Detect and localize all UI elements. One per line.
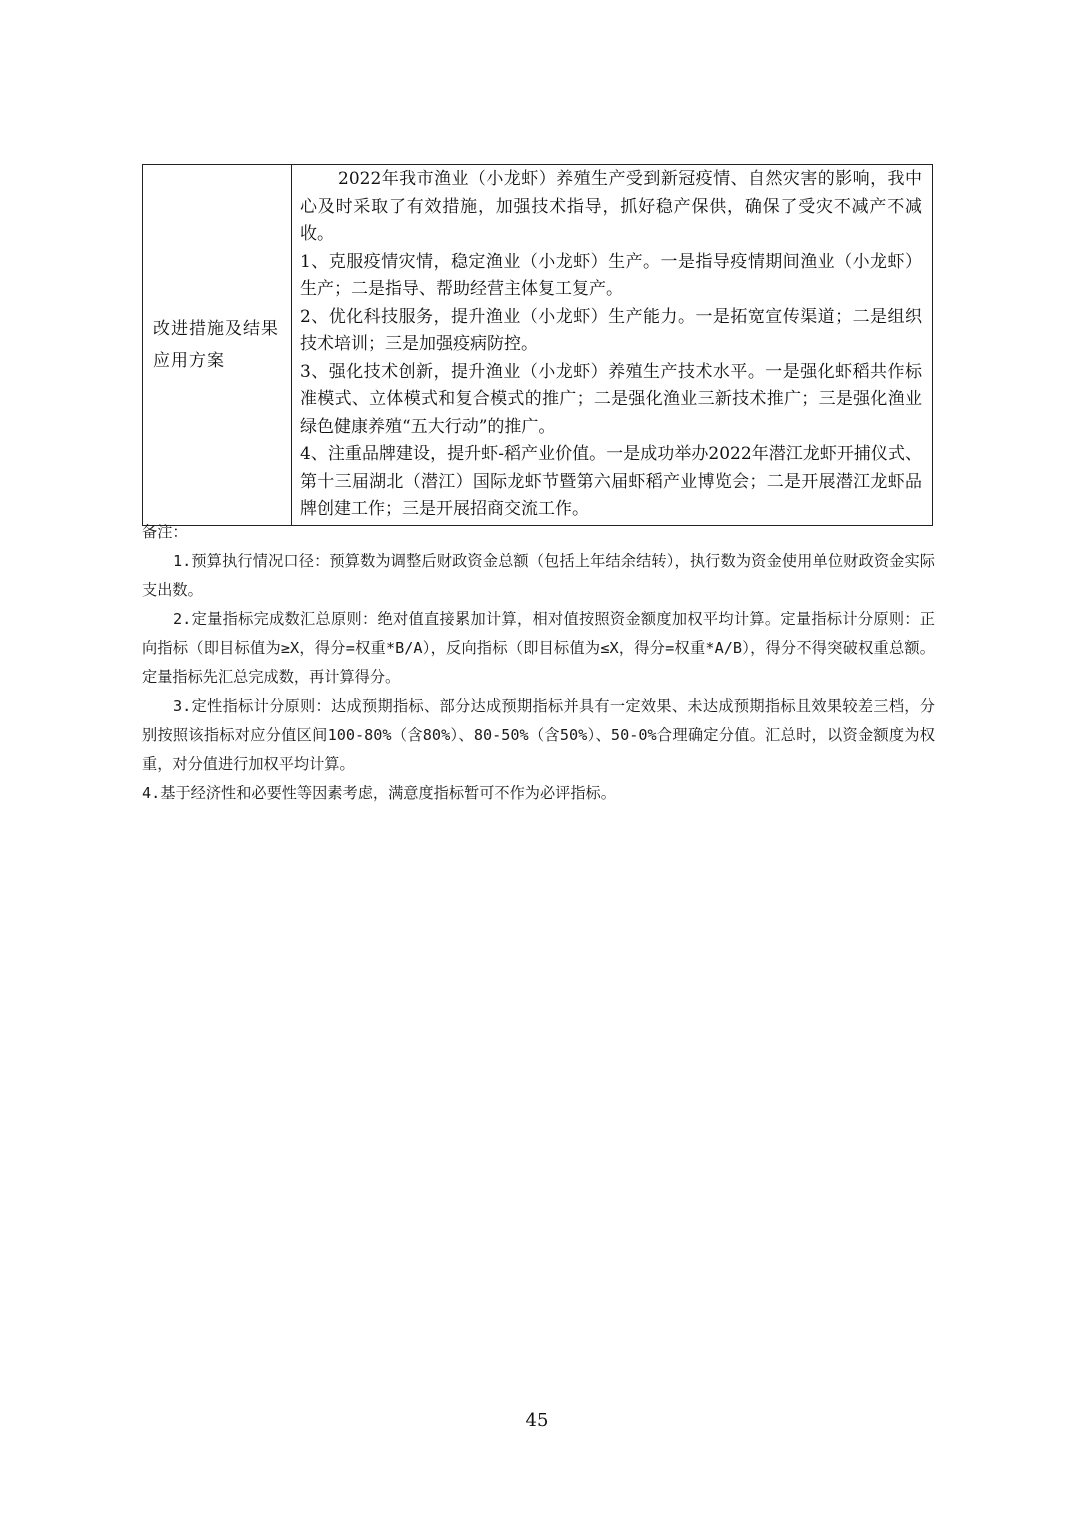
- measure-paragraph-2: 2、优化科技服务，提升渔业（小龙虾）生产能力。一是拓宽宣传渠道；二是组织技术培训；三是加强疫病防控。: [300, 306, 922, 354]
- row-label: 改进措施及结果应用方案: [153, 318, 279, 371]
- note-item-4: 4.基于经济性和必要性等因素考虑，满意度指标暂可不作为必评指标。: [142, 784, 616, 802]
- row-label-cell: [143, 165, 292, 526]
- measure-paragraph-1: 1、克服疫情灾情，稳定渔业（小龙虾）生产。一是指导疫情期间渔业（小龙虾）生产；二是指导、帮助经营主体复工复产。: [300, 251, 922, 299]
- note-item-3: 3.定性指标计分原则：达成预期指标、部分达成预期指标并具有一定效果、未达成预期指标且效果较差三档，分别按照该指标对应分值区间100-80%（含80%）、80-50%（含50%）、50-0%合理确定分值。汇总时，以资金额度为权重，对分值进行加权平均计算。: [142, 697, 935, 773]
- notes-section: [142, 518, 935, 808]
- improvement-measures-table: [142, 164, 933, 526]
- notes-heading: 备注：: [142, 523, 188, 541]
- note-item-1: 1.预算执行情况口径：预算数为调整后财政资金总额（包括上年结余结转），执行数为资金使用单位财政资金实际支出数。: [142, 552, 935, 599]
- note-item-2: 2.定量指标完成数汇总原则：绝对值直接累加计算，相对值按照资金额度加权平均计算。定量指标计分原则：正向指标（即目标值为≥X，得分=权重*B/A），反向指标（即目标值为≤X，得分=权重*A/B），得分不得突破权重总额。定量指标先汇总完成数，再计算得分。: [142, 610, 935, 686]
- row-content-cell: [292, 165, 933, 526]
- page-number: 45: [525, 1410, 549, 1431]
- intro-paragraph: 2022年我市渔业（小龙虾）养殖生产受到新冠疫情、自然灾害的影响，我中心及时采取了有效措施，加强技术指导，抓好稳产保供，确保了受灾不减产不减收。: [300, 169, 922, 244]
- measure-paragraph-4: 4、注重品牌建设，提升虾-稻产业价值。一是成功举办2022年潜江龙虾开捕仪式、第十三届湖北（潜江）国际龙虾节暨第六届虾稻产业博览会；二是开展潜江龙虾品牌创建工作；三是开展招商交流工作。: [300, 444, 922, 519]
- measure-paragraph-3: 3、强化技术创新，提升渔业（小龙虾）养殖生产技术水平。一是强化虾稻共作标准模式、立体模式和复合模式的推广；二是强化渔业三新技术推广；三是强化渔业绿色健康养殖“五大行动”的推广。: [300, 361, 922, 437]
- table-row: [143, 165, 933, 526]
